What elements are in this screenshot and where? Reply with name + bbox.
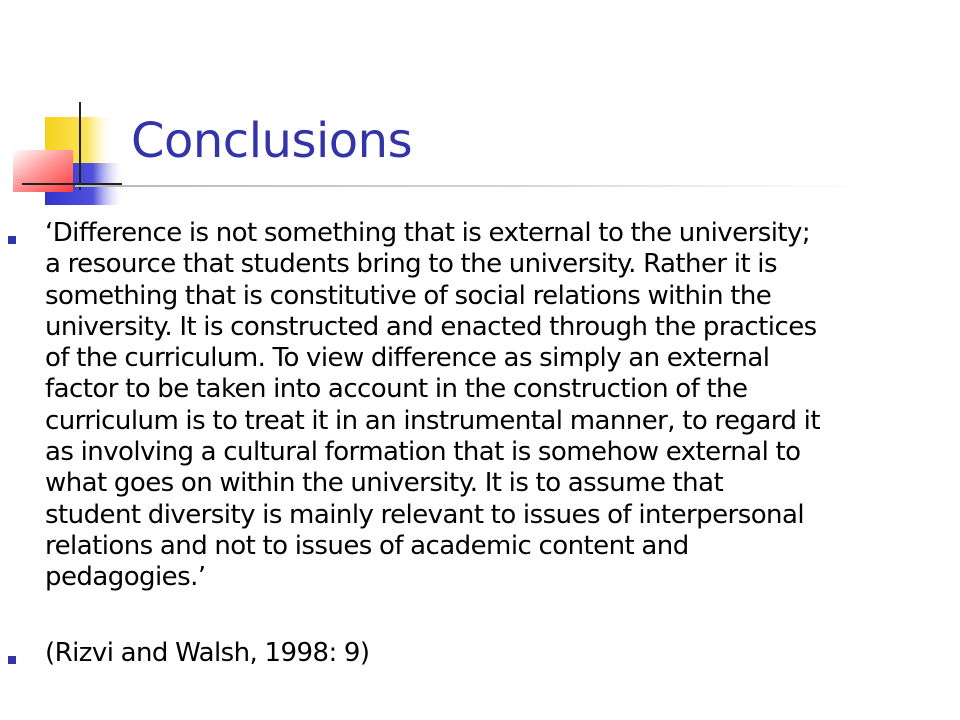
deco-red-square [13,150,73,192]
citation-text: (Rizvi and Walsh, 1998: 9) [45,638,370,668]
title-divider [75,185,875,187]
bullet-square-icon [8,236,16,244]
decorative-logo [0,95,130,205]
quote-text: ‘Difference is not something that is external to the university; a resource that students bring to the university. Rather it is something that is constitutive of social relations within the university. It is constructed and enacted through the practices of the curriculum. To view difference as simply an external factor to be taken into account in the construction of the curriculum is to treat it in an instrumental manner, to regard it as involving a cultural formation that is somehow external to what goes on within the university. It is to assume that student diversity is mainly relevant to issues of interpersonal relations and not to issues of academic content and pedagogies.’ [45,218,820,593]
deco-vertical-line [79,102,81,190]
bullet-square-icon [8,656,16,664]
slide-title: Conclusions [131,113,413,169]
